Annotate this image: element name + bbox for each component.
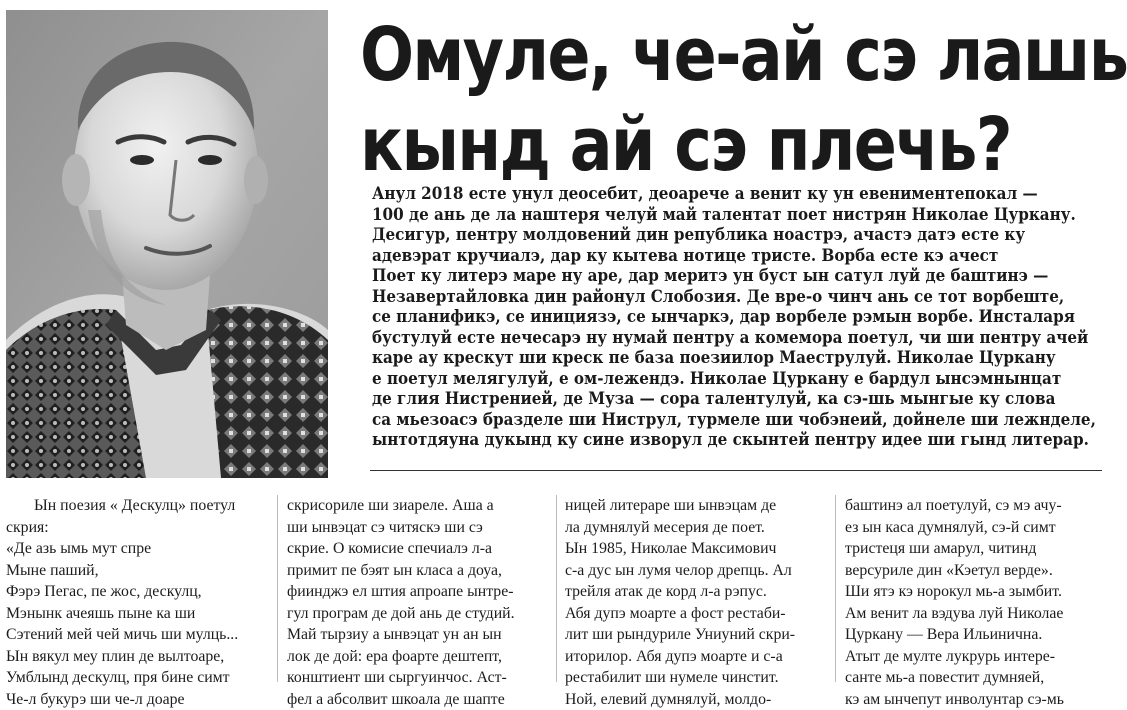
lead-line: Незавертайловка дин районул Слобозия. Де вре-о чинч ань се тот ворбеште, [372,287,1053,308]
article-body [0,495,1117,682]
column-line: Ной, елевий думнялуй, молдо- [565,689,827,710]
column-line: скрисориле ши зиареле. Аша а [287,495,549,517]
column-line: Цуркану — Вера Ильинична. [845,624,1113,646]
column-line: скрия: [6,517,268,539]
lead-line: ынтотдяуна дукынд ку сине изворул де скынтей пентру идее ши гынд литерар. [372,430,1053,451]
column-line: Ам венит ла вэдува луй Николае [845,603,1113,625]
column-line: кэ ам ынчепут инволунтар сэ-мь [845,689,1113,710]
column-line: скрие. О комисие спечиалэ л-а [287,538,549,560]
lead-line: Десигур, пентру молдовений дин републикa ноастрэ, ачастэ датэ есте ку [372,225,1053,246]
column-1 [6,495,268,710]
column-line: Ши ятэ кэ норокул мь-а зымбит. [845,581,1113,603]
column-line: ла думнялуй месерия де поет. [565,517,827,539]
column-2 [287,495,549,710]
column-line: с-а дус ын лумя челор дрепць. Ал [565,560,827,582]
column-line: Ын 1985, Николае Максимович [565,538,827,560]
column-line: Абя дупэ моарте а фост рестаби- [565,603,827,625]
column-line: фиинджэ ел штия апроапе ынтре- [287,581,549,603]
lead-line: е поетул мелягулуй, е ом-лежендэ. Николае Цуркану е бардул ынсэмнынцат [372,369,1053,390]
column-line: примит пе бэят ын класа а доуа, [287,560,549,582]
column-line: «Де азь ымь мут спре [6,538,268,560]
column-line: трейля атак де корд л-а рэпус. [565,581,827,603]
headline-line-2: кынд ай сэ плечь? [360,100,1005,190]
column-line: фел а абсолвит шкоала де шапте [287,689,549,710]
column-line: тристеця ши амарул, читинд [845,538,1113,560]
column-line: Фэрэ Пегас, пе жос, дескулц, [6,581,268,603]
column-line: Мыне паший, [6,560,268,582]
lead-line: се планификэ, се инициязэ, се ынчаркэ, дар ворбеле рэмын ворбе. Инсталаря [372,307,1053,328]
column-line: ши ынвэцат сэ читяскэ ши сэ [287,517,549,539]
column-line: санте мь-а повестит думняей, [845,667,1113,689]
column-line: Умблынд дескулц, пря бине симт [6,667,268,689]
lead-line: 100 де ань де ла наштеря челуй май талентат поет нистрян Николае Цуркану. [372,205,1053,226]
column-divider [556,495,557,682]
column-line: Мэнынк ачеяшь пыне ка ши [6,603,268,625]
lead-paragraph [372,184,1053,451]
column-line: Че-л букурэ ши че-л доаре [6,689,268,710]
portrait-photo [6,10,328,478]
column-divider [277,495,278,682]
column-line: иторилор. Абя дупэ моарте и с-а [565,646,827,668]
headline-line-1: Омуле, че-ай сэ лашь [360,10,1005,100]
column-line: версуриле дин «Кэетул верде». [845,560,1113,582]
lead-line: бустулуй есте нечесарэ ну нумай пентру а комемора поетул, чи ши пентру ачей [372,328,1053,349]
column-divider [835,495,836,682]
column-line: ез ын каса думнялуй, сэ-й симт [845,517,1113,539]
headline [360,10,1005,190]
lead-line: са мьезоасэ бразделе ши Ниструл, турмеле ши чобэнеий, дойнеле ши лежнделе, [372,410,1053,431]
column-line: Май тырзиу а ынвэцат ун ан ын [287,624,549,646]
column-line: Ын поезия « Дескулц» поетул [6,495,268,517]
column-4 [845,495,1113,710]
lead-line: Анул 2018 есте унул деосебит, деоаречe а венит ку ун евениментепокал — [372,184,1053,205]
column-line: гул програм де дой ань де студий. [287,603,549,625]
column-line: конштиент ши сыргуинчос. Аст- [287,667,549,689]
column-line: лок де дой: ера фоарте дештепт, [287,646,549,668]
column-line: ницей литераре ши ынвэцам де [565,495,827,517]
column-line: лит ши рындуриле Униуний скри- [565,624,827,646]
column-line: рестабилит ши нумеле чинстит. [565,667,827,689]
column-line: Ын вякул меу плин де вылтоаре, [6,646,268,668]
lead-divider [370,470,1102,471]
lead-line: каре ау крескут ши креск пе база поезиилор Маеструлуй. Николае Цуркану [372,348,1053,369]
column-3 [565,495,827,710]
lead-line: де глия Нистренией, де Муза — сора талентулуй, ка сэ-шь мынгые ку слова [372,389,1053,410]
column-line: Атыт де мулте лукрурь интере- [845,646,1113,668]
lead-line: адевэрат кручиалэ, дар ку кытева нотице тристе. Ворба есте кэ ачест [372,246,1053,267]
column-line: Сэтений мей чей мичь ши мулць... [6,624,268,646]
column-line: баштинэ ал поетулуй, сэ мэ ачу- [845,495,1113,517]
lead-line: Поет ку литерэ маре ну аре, дар меритэ ун буст ын сатул луй де баштинэ — [372,266,1053,287]
